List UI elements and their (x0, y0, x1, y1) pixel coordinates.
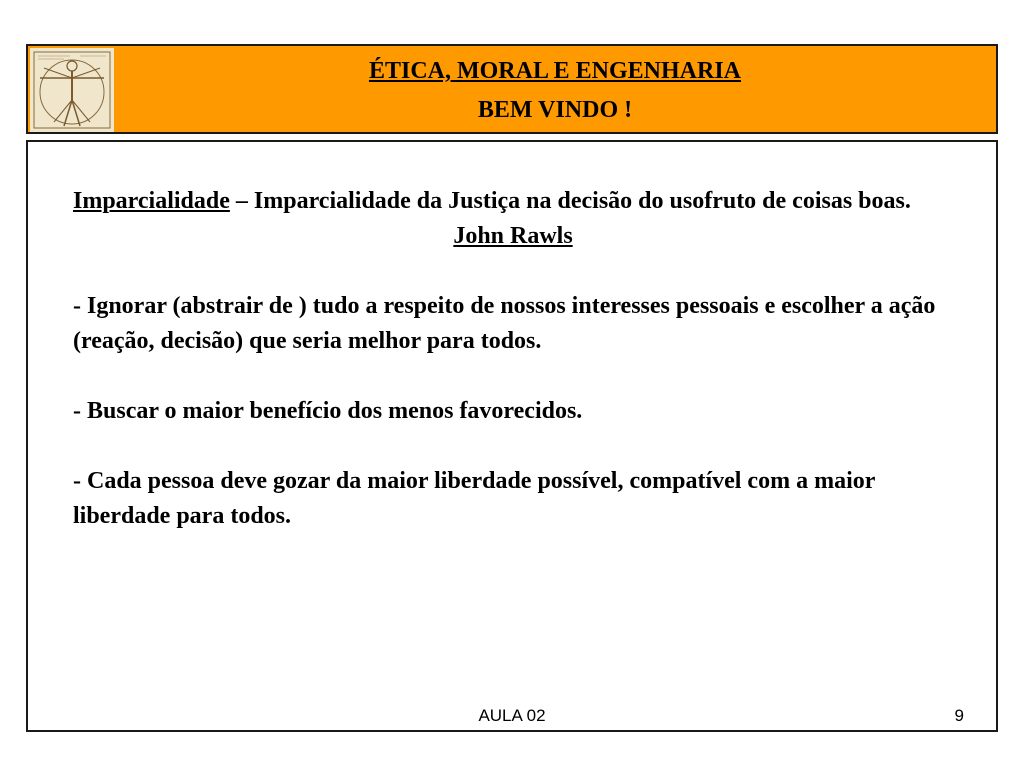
definition-paragraph (73, 184, 953, 219)
footer-label: AULA 02 (478, 706, 546, 725)
point-3: - Cada pessoa deve gozar da maior liberdade possível, compatível com a maior liberdade para todos. (73, 468, 875, 529)
term: Imparcialidade (73, 188, 230, 214)
page-number: 9 (954, 706, 964, 725)
content-box (26, 140, 998, 732)
vitruvian-man-image (30, 48, 114, 132)
point-1: - Ignorar (abstrair de ) tudo a respeito de nossos interesses pessoais e escolher a ação (reação, decisão) que seria melhor para todos. (73, 293, 936, 354)
slide-subtitle: BEM VINDO ! (477, 97, 633, 123)
slide-header (26, 44, 998, 134)
definition: – Imparcialidade da Justiça na decisão do usofruto de coisas boas. (229, 188, 911, 214)
slide-title: ÉTICA, MORAL E ENGENHARIA (368, 58, 742, 84)
point-2: - Buscar o maior benefício dos menos favorecidos. (73, 398, 583, 424)
slide-content (73, 184, 953, 534)
author: John Rawls (453, 223, 573, 249)
